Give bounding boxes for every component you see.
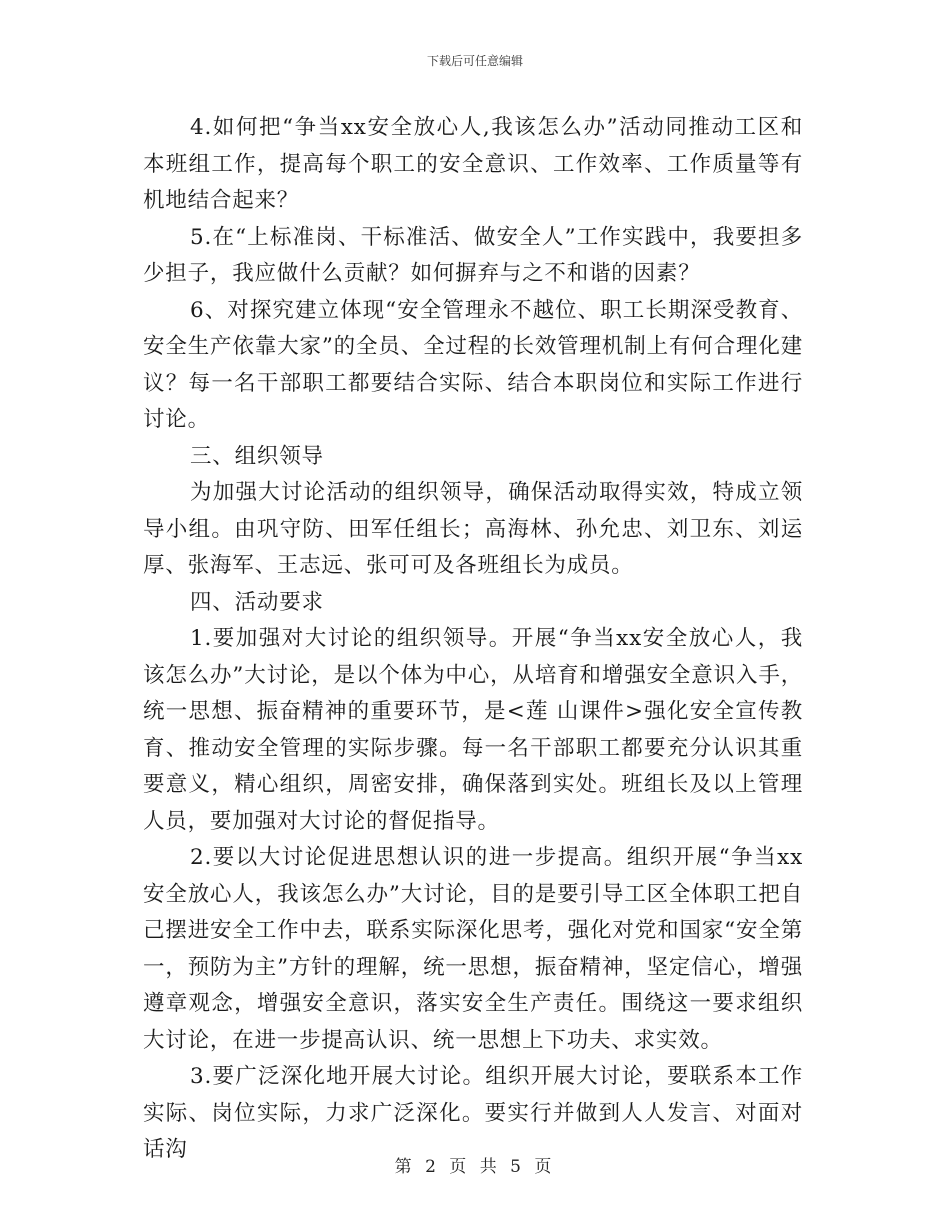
page-number: 第 2 页 共 5 页 xyxy=(394,1157,556,1177)
section-heading-organization: 三、组织领导 xyxy=(190,443,324,469)
paragraph-item-5: 5.在“上标准岗、干标准活、做安全人”工作实践中，我要担多少担子，我应做什么贡献？如何摒弃与之不和谐的因素？ xyxy=(143,224,803,286)
paragraph-requirement-3: 3.要广泛深化地开展大讨论。组织开展大讨论，要联系本工作实际、岗位实际，力求广泛深化。要实行并做到人人发言、对面对话沟 xyxy=(143,1064,803,1162)
document-body xyxy=(143,110,803,1169)
section-heading-requirements: 四、活动要求 xyxy=(190,589,324,615)
paragraph-requirement-1: 1.要加强对大讨论的组织领导。开展“争当xx安全放心人，我该怎么办”大讨论，是以个体为中心，从培育和增强安全意识入手，统一思想、振奋精神的重要环节，是<莲 山课件>强化安全宣传教育、推动安全管理的实际步骤。每一名干部职工都要充分认识其重要意义，精心组织，周密安排，确保落到实处。班组长及以上管理人员，要加强对大讨论的督促指导。 xyxy=(143,626,803,834)
page-header-note: 下载后可任意编辑 xyxy=(426,54,523,68)
paragraph-requirement-2: 2.要以大讨论促进思想认识的进一步提高。组织开展“争当xx安全放心人，我该怎么办”大讨论，目的是要引导工区全体职工把自己摆进安全工作中去，联系实际深化思考，强化对党和国家“安全第一，预防为主”方针的理解，统一思想，振奋精神，坚定信心，增强遵章观念，增强安全意识，落实安全生产责任。围绕这一要求组织大讨论，在进一步提高认识、统一思想上下功夫、求实效。 xyxy=(143,845,803,1053)
paragraph-item-6: 6、对探究建立体现“安全管理永不越位、职工长期深受教育、安全生产依靠大家”的全员、全过程的长效管理机制上有何合理化建议？每一名干部职工都要结合实际、结合本职岗位和实际工作进行讨论。 xyxy=(143,297,803,432)
paragraph-leadership-group: 为加强大讨论活动的组织领导，确保活动取得实效，特成立领导小组。由巩守防、田军任组长；高海林、孙允忠、刘卫东、刘运厚、张海军、王志远、张可可及各班组长为成员。 xyxy=(143,480,803,578)
paragraph-item-4: 4.如何把“争当xx安全放心人,我该怎么办”活动同推动工区和本班组工作，提高每个职工的安全意识、工作效率、工作质量等有机地结合起来？ xyxy=(143,115,803,213)
